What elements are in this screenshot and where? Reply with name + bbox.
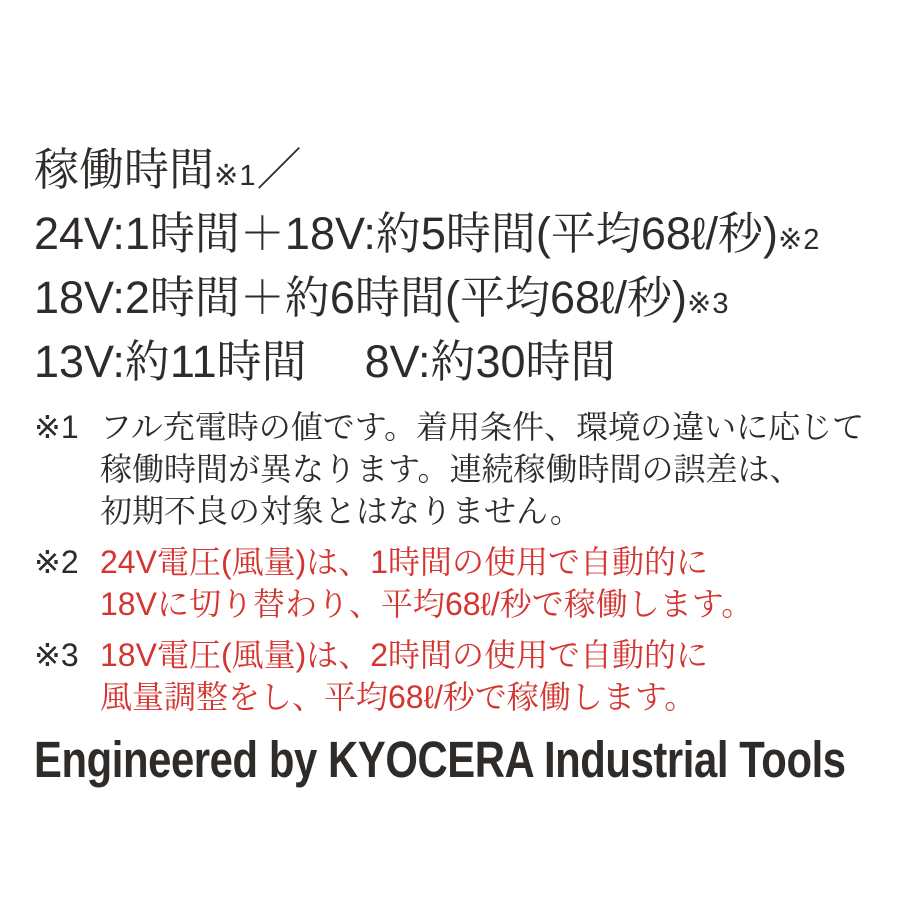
- footnote-1-body: [100, 406, 882, 532]
- spec-line-13v-8v: [34, 333, 882, 390]
- footnote-2-marker: ※2: [34, 544, 79, 580]
- heading-note-ref: ※1: [214, 160, 257, 192]
- spec-line-24v-text: 24V:1時間＋18V:約5時間(平均68ℓ/秒): [34, 208, 778, 259]
- footnote-3-line-1: 18V電圧(風量)は、2時間の使用で自動的に: [100, 637, 709, 673]
- footnote-2-line-2: 18Vに切り替わり、平均68ℓ/秒で稼働します。: [100, 586, 754, 622]
- heading-title: 稼働時間: [34, 144, 215, 195]
- footnote-1-marker: ※1: [34, 409, 79, 445]
- footnote-2: [34, 541, 882, 625]
- footnote-1-line-3: 初期不良の対象とはなりません。: [100, 493, 582, 529]
- footnote-3-line-2: 風量調整をし、平均68ℓ/秒で稼働します。: [100, 679, 697, 715]
- spec-13v-text: 13V:約11時間: [34, 336, 307, 387]
- footnote-3-marker: ※3: [34, 637, 79, 673]
- spec-line-18v: [34, 269, 882, 333]
- footnote-1-line-1: フル充電時の値です。着用条件、環境の違いに応じて: [100, 409, 865, 445]
- footnote-2-body: [100, 541, 882, 625]
- spec-line-24v-note-ref: ※2: [777, 224, 821, 256]
- footnote-3-body: [100, 634, 882, 718]
- spec-8v-text: 8V:約30時間: [364, 336, 616, 387]
- spec-line-24v: [34, 205, 882, 269]
- operating-time-specs: [34, 141, 882, 390]
- spec-line-18v-text: 18V:2時間＋約6時間(平均68ℓ/秒): [34, 272, 688, 323]
- engineered-by-kyocera-text: Engineered by KYOCERA Industrial Tools: [34, 731, 846, 788]
- operating-time-heading: [34, 141, 882, 205]
- footnote-2-line-1: 24V電圧(風量)は、1時間の使用で自動的に: [100, 544, 709, 580]
- spec-line-18v-note-ref: ※3: [687, 288, 730, 320]
- footnote-1: [34, 406, 882, 532]
- footnote-1-line-2: 稼働時間が異なります。連続稼働時間の誤差は、: [100, 451, 802, 487]
- footnote-3: [34, 634, 882, 718]
- heading-slash: ／: [256, 144, 302, 195]
- footnotes: [34, 406, 882, 718]
